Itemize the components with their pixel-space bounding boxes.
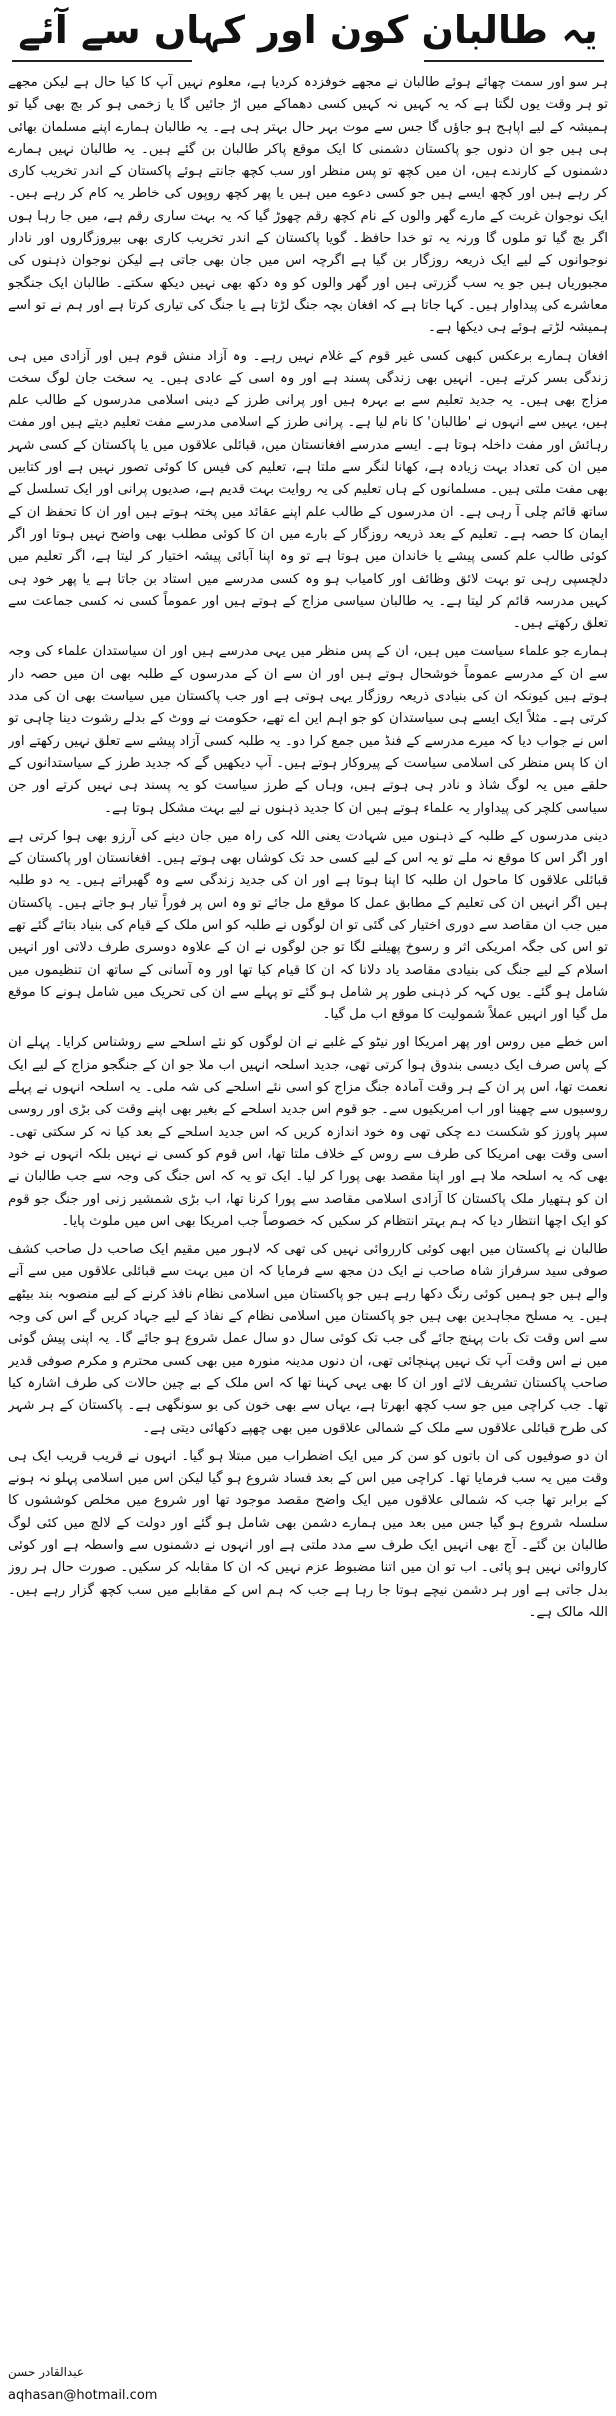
article-paragraph: دینی مدرسوں کے طلبہ کے ذہنوں میں شہادت یعنی اللہ کی راہ میں جان دینے کی آرزو بھی ہوا کرتی ہے اور اگر اس کا موقع نہ ملے تو یہ اس کے لیے کسی حد تک کوشاں بھی ہوتے ہیں۔ افغانستان اور پاکستان کے قبائلی علاقوں کا ماحول ان طلبہ کا اپنا ہوتا ہے اور ان کی جدید زندگی سے وہ گھبراتے ہیں۔ یہ دو طلبہ ہیں اگر انہیں ان کی تعلیم کے مطابق عمل کا موقع مل جائے تو وہ اس پر فوراً تیار ہو جاتے ہیں۔ پاکستان میں جب ان مقاصد سے دوری اختیار کی گئی تو ان لوگوں نے طلبہ کو اس ملک کے قیام کی بنیاد بتائے گئے تھے تو اس کی جگہ امریکی اثر و رسوخ پھیلنے لگا تو جن لوگوں نے ان کے علاوہ دوسری طرف دلاتی اور انہیں اسلام کے لیے جنگ کی بنیادی مقاصد یاد دلانا کہ ان کا قیام کیا تھا اور وہ آسانی کے ساتھ ان تنظیموں میں شامل ہو گئے۔ یوں کہہ کر ذہنی طور پر شامل ہو گئے تو پہلے سے ان کی تحریک میں شامل ہونے کا موقع مل گیا اور انہیں عملاً شمولیت کا موقع اب مل گیا۔ [8,828,608,1023]
author-byline: عبدالقادر حسن [8,2365,85,2379]
headline-rule-right [424,60,604,62]
article-paragraph: اس خطے میں روس اور پھر امریکا اور نیٹو کے غلبے نے ان لوگوں کو نئے اسلحے سے روشناس کرایا۔ پہلے ان کے پاس صرف ایک دیسی بندوق ہوا کرتی تھی، جدید اسلحہ انہیں اب ملا جو ان کے جنگجو مزاج کے لیے ایک نعمت تھا، اس پر ان کے ہر وقت آمادہ جنگ مزاج کو اسی نئے اسلحے کی شہ ملی۔ یہ اسلحہ انہوں نے پہلے روسیوں سے چھینا اور اب امریکیوں سے۔ جو قوم اس جدید اسلحے کے بغیر بھی اپنے وقت کی بڑی اور روسی سپر پاورز کو شکست دے چکی تھی وہ خود اندازہ کریں کہ اس جدید اسلحے کے بعد کیا نہ کر سکتی تھی۔ اسی وقت بھی امریکا کی طرف سے روس کے خلاف ملتا تھا، اس قوم کو کسی نے نہیں بلکہ انہوں نے خود بھی کہ یہ اسلحہ ملا ہے اور اپنا مقصد بھی پورا کر لیا۔ ایک تو یہ کہ اس جنگ کی وجہ سے جب طالبان نے ان کو ہتھیار ملک پاکستان کا آزادی اسلامی مقاصد سے پورا کرنا تھا، اب بڑی شمشیر زنی اور جنگ جو قوم کو ایک اچھا انتظار دیا کہ ہم بہتر انتظام کر سکیں کہ خصوصاً جب امریکا بھی اس میں ملوث پایا۔ [8,1035,608,1229]
article-paragraph: افغان ہمارے برعکس کبھی کسی غیر قوم کے غلام نہیں رہے۔ وہ آزاد منش قوم ہیں اور آزادی میں ہی زندگی بسر کرتے ہیں۔ انہیں بھی زندگی پسند ہے اور وہ اسی کے عادی ہیں۔ یہ سخت جان لوگ سخت مزاج بھی ہیں۔ یہ جدید تعلیم سے بے بہرہ ہیں اور پرانی طرز کے دینی اسلامی مدرسوں کے طالب علم ہیں، یہیں سے انہوں نے 'طالبان' کا نام لیا ہے۔ پرانی طرز کے اسلامی مدرسے مفت تعلیم دیتے ہیں اور مفت رہائش اور مفت داخلہ ہوتا ہے۔ ایسے مدرسے افغانستان میں، قبائلی علاقوں میں یا پاکستان کے کسی شہر میں ان کی تعداد بہت زیادہ ہے، کھانا لنگر سے ملتا ہے، تعلیم کی فیس کا کوئی تصور نہیں ہے اور کتابیں بھی مفت ملتی ہیں۔ مسلمانوں کے ہاں تعلیم کی یہ روایت بہت قدیم ہے، صدیوں پرانی اور ایک تسلسل کے ساتھ قائم چلی آ رہی ہے۔ ان مدرسوں کے طالب علم اپنے عقائد میں پختہ ہوتے ہیں اور ان کا تحفظ ان کے ایمان کا حصہ ہے۔ تعلیم کے بعد ذریعہ روزگار کے بارے میں ان کا کوئی مطلب بھی واضح نہیں ہوتا اور اگر کوئی طالب علم کسی پیشے یا خاندان میں ہوتا ہے تو وہ اپنا آبائی پیشہ اختیار کر لیتا ہے، اگر تعلیم میں دلچسپی رہی تو بہت لائق وظائف اور کامیاب ہو وہ کسی مدرسے میں استاد بن جاتا ہے یا پھر خود ہی کہیں مدرسہ قائم کر لیتا ہے۔ یہ طالبان سیاسی مزاج کے ہوتے ہیں اور عموماً کسی نہ کسی جماعت سے تعلق رکھتے ہیں۔ [8,348,608,632]
article-body [8,72,608,2372]
article-paragraph: ہمارے جو علماء سیاست میں ہیں، ان کے پس منظر میں یہی مدرسے ہیں اور ان سیاستدان علماء کی وجہ سے ان کے مدرسے عموماً خوشحال ہوتے ہیں اور ان سے ان کے مدرسوں کے طلبہ بھی ان میں حصہ دار ہوتے ہیں کیونکہ ان کی بنیادی ذریعہ روزگار یہی ہوتی ہے اور جب پاکستان میں سیاست بھی ان کی مدد کرتی ہے۔ مثلاً ایک ایسے ہی سیاستدان کو جو اہم این اے تھے، حکومت نے ووٹ کے بدلے رشوت دینا چاہی تو اس نے جواب دیا کہ میرے مدرسے کے فنڈ میں جمع کرا دو۔ یہ طلبہ کسی آزاد پیشے سے تعلق نہیں رکھتے اور ان کا پس منظر کی اسلامی سیاست کے پیروکار ہوتے ہیں۔ آپ دیکھیں گے کہ جدید طرز کے سیاستدانوں کے حلقے میں یہ لوگ شاذ و نادر ہی ہوتے ہیں، وہاں کے طرز سیاست کو یہ پسند ہی نہیں کرتے اور جن سیاسی کلچر کی پیداوار یہ علماء ہوتے ہیں ان کا جدید ذہنوں نے لیے بہت مشکل ہوتا ہے۔ [8,644,608,816]
headline-rule-left [12,60,192,62]
article-paragraph: ہر سو اور سمت چھائے ہوئے طالبان نے مجھے خوفزدہ کردیا ہے، معلوم نہیں آپ کا کیا حال ہے لیکن مجھے تو ہر وقت یوں لگتا ہے کہ یہ کہیں نہ کہیں کسی دھماکے میں اڑ جائیں گا یا زخمی ہو کر بچ بھی گیا تو ہمیشہ کے لیے اپاہج ہو جاؤں گا جس سے موت بہر حال بہتر ہی ہے۔ یہ طالبان ہمارے اپنے مسلمان بھائی ہی ہیں جو ان دنوں جو پاکستان دشمنی کا ایک موقع پاکر طالبان بن گئے ہیں۔ یہ طالبان نہیں ہمارے دشمنوں کے کارندے ہیں، ان میں کچھ تو پس منظر اور سب کچھ جانتے ہوئے پاکستان کے اندر تخریب کاری کر رہے ہیں اور کچھ ایسے ہیں جو کسی دعوے میں ہیں یا پھر کچھ روپوں کی خاطر یہ کام کر رہے ہیں۔ ایک نوجوان غربت کے مارے گھر والوں کے نام کچھ رقم چھوڑ گیا کہ یہ بہت ساری رقم ہے، میں جا رہا ہوں اگر بچ گیا تو ملوں گا ورنہ یہ تو خدا حافظ۔ گویا پاکستان کے اندر تخریب کاری بھی بیروزگاروں اور نادار نوجوانوں کے لیے ایک ذریعہ روزگار بن گیا ہے اگرچہ اس میں جان بھی جاتی ہے لیکن نوجوان ذہنوں کی مجبوریاں ہیں جو یہ سب گزرتی ہیں اور گھر والوں کو وہ دکھ بھی نہیں دیکھ سکتے۔ طالبان ایک جنگجو معاشرے کی پیداوار ہیں۔ کہا جاتا ہے کہ افغان بچہ جنگ لڑتا ہے یا جنگ کی تیاری کرتا ہے اور ہم نے تو اسے ہمیشہ لڑتے ہوئے ہی دیکھا ہے۔ [8,75,608,336]
article-paragraph: طالبان نے پاکستان میں ابھی کوئی کارروائی نہیں کی تھی کہ لاہور میں مقیم ایک صاحب دل صاحب کشف صوفی سید سرفراز شاہ صاحب نے ایک دن مجھ سے فرمایا کہ ان میں بہت سے قبائلی علاقوں میں سے آنے والے ہیں جو ہمیں کوئی رنگ دکھا رہے ہیں جو پاکستان میں اسلامی نظام نافذ کرنے کے لیے منصوبہ بند بیٹھے ہیں۔ یہ مسلح مجاہدین بھی ہیں جو پاکستان میں اسلامی نظام کے نفاذ کے لیے جہاد کریں گے اس کی وجہ سے اس وقت تک بات پہنچ جائے گی جب تک کوئی سال دو سال عمل شروع ہو جائے گا۔ یہ اپنی پیش گوئی میں نے اس وقت آپ تک نہیں پہنچائی تھی، ان دنوں مدینہ منورہ میں بھی کسی محترم و مکرم صوفی قدیر صاحب پاکستان تشریف لائے اور ان کا بھی یہی کہنا تھا کہ اس ملک کے بے چین حالات کی طرف اشارہ کیا تھا۔ جب کراچی میں جو سب کچھ ابھرتا ہے، یہاں سے بھی خون کی بو سونگھی ہے۔ پاکستان کے ہر شہر کی طرح قبائلی علاقوں سے ملک کے شمالی علاقوں میں بھی چھپے دکھائی دیتی ہے۔ [8,1242,608,1436]
article-headline: یہ طالبان کون اور کہاں سے آئے [18,8,598,52]
author-email[interactable]: aqhasan@hotmail.com [8,2388,158,2403]
article-paragraph: ان دو صوفیوں کی ان باتوں کو سن کر میں ایک اضطراب میں مبتلا ہو گیا۔ انہوں نے قریب قریب ایک ہی وقت میں یہ سب فرمایا تھا۔ کراچی میں اس کے بعد فساد شروع ہو گیا لیکن اس میں اسلامی پہلو نہ ہونے کے برابر تھا جب کہ شمالی علاقوں میں ایک واضح مقصد موجود تھا اور شروع میں مخلص کوششوں کا سلسلہ شروع ہو گیا جس میں بعد میں ہمارے دشمن بھی شامل ہو گئے اور دولت کے لالچ میں کئی لوگ طالبان بن گئے۔ آج بھی انہیں ایک طرف سے مدد ملتی ہے اور انہوں نے دشمنوں سے واسطہ ہے اور کوئی کاروائی نہیں ہو پائی۔ اب تو ان میں اتنا مضبوط عزم نہیں کہ ان کا مقابلہ کر سکیں۔ صورت حال ہر روز بدل جاتی ہے اور ہر دشمن نیچے ہوتا جا رہا ہے جب کہ ہم اس کے مقابلے میں سب کچھ گزار رہے ہیں۔ اللہ مالک ہے۔ [8,1448,608,1620]
